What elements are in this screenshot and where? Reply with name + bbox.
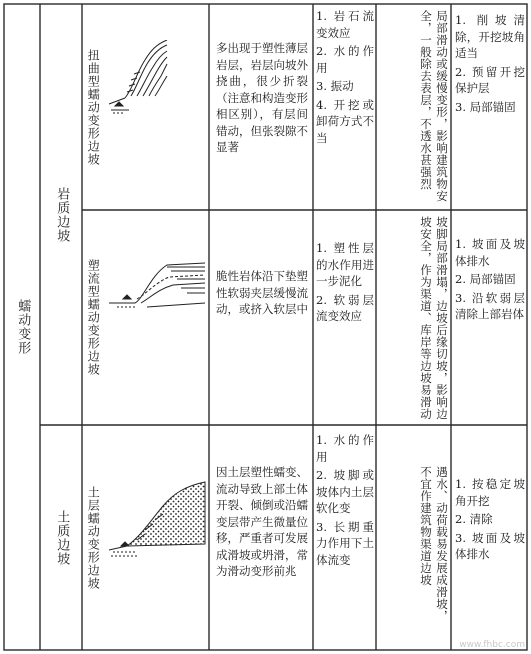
row2-type: 塑流型蠕动变形边坡 bbox=[86, 259, 101, 376]
row2-measure-2: 2. 局部锚固 bbox=[455, 272, 516, 286]
row3-cause-list bbox=[316, 432, 374, 646]
row1-cause-2: 2. 水的作用 bbox=[316, 44, 374, 75]
row1-feature: 多出现于塑性薄层岩层，岩层向坡外挠曲，很少折裂（注意和构造变形相区别），有层间错动，但张裂隙不显著 bbox=[216, 41, 308, 154]
row2-cause-list bbox=[316, 240, 374, 420]
row3-cause-1: 1. 水的作用 bbox=[316, 433, 374, 464]
row1-cause-3: 3. 振动 bbox=[316, 79, 354, 93]
row2-measure-list bbox=[455, 236, 525, 421]
row3-feature: 因土层塑性蠕变、流动导致上部土体开裂、倾倒或沿蠕变层带产生微量位移，严重者可发展成滑坡或坍滑，常为滑动变形前兆 bbox=[216, 465, 308, 578]
row1-measure-2: 2. 预留开挖保护层 bbox=[455, 64, 525, 95]
row1-cause-1: 1. 岩石流变效应 bbox=[316, 9, 374, 40]
row2-slope-diagram bbox=[107, 255, 207, 315]
row3-cause-2: 2. 坡脚或坡体内土层软化变 bbox=[316, 468, 374, 515]
row2-measure-1: 1. 坡面及坡体排水 bbox=[455, 237, 525, 268]
row3-type: 土层蠕动变形边坡 bbox=[86, 485, 101, 590]
row1-measure-3: 3. 局部锚固 bbox=[455, 99, 516, 114]
row3-cause-3: 3. 长期重力作用下土体流变 bbox=[316, 519, 374, 567]
row3-measure-1: 1. 按稳定坡角开挖 bbox=[455, 477, 525, 508]
category-label: 蠕动变形 bbox=[15, 299, 31, 355]
group-label-soil: 土质边坡 bbox=[54, 509, 70, 566]
watermark-text: www.fhbc.com bbox=[459, 640, 525, 650]
row3-measure-2: 2. 清除 bbox=[455, 512, 493, 526]
row3-slope-diagram bbox=[107, 480, 207, 562]
row1-measure-list bbox=[455, 12, 525, 206]
row1-cause-list bbox=[316, 8, 374, 206]
row1-slope-diagram bbox=[107, 40, 169, 115]
row2-cause-2: 2. 软弱层流变效应 bbox=[316, 292, 374, 323]
row3-harm: 遇水、动荷载易发展成滑坡，不宜作建筑物渠道边坡 bbox=[419, 466, 449, 622]
row2-feature: 脆性岩体沿下垫塑性软弱夹层缓慢流动，或挤入软层中 bbox=[216, 269, 308, 316]
row2-cause-1: 1. 塑性层的水作用进一步泥化 bbox=[316, 241, 374, 288]
row1-type: 扭曲型蠕动变形边坡 bbox=[86, 48, 101, 166]
group-label-rock: 岩质边坡 bbox=[54, 186, 70, 243]
row2-harm: 坡脚局部滑塌，边坡后缘切坡，影响边坡安全，作为渠道、库岸等边坡易滑动 bbox=[419, 216, 449, 420]
row3-measure-3: 3. 坡面及坡体排水 bbox=[455, 530, 525, 561]
row2-measure-3: 3. 沿软弱层清除上部岩体 bbox=[455, 290, 525, 321]
row1-harm: 局部滑动或缓慢变形，影响建筑物安全，一般除去表层，不透水甚强烈 bbox=[419, 10, 449, 202]
row1-cause-4: 4. 开挖或卸荷方式不当 bbox=[316, 97, 374, 145]
row3-measure-list bbox=[455, 476, 525, 646]
row1-measure-1: 1. 削坡清除，开挖坡角适当 bbox=[455, 13, 525, 60]
